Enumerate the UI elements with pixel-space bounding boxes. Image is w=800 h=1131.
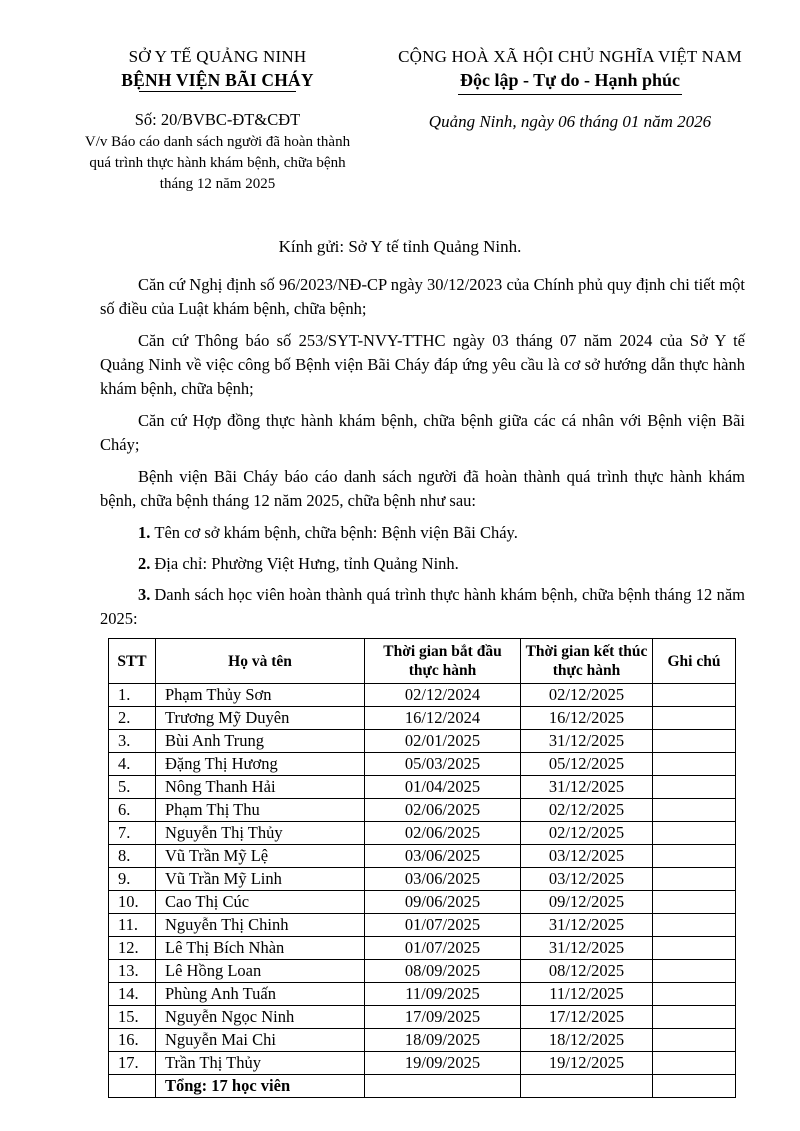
table-row — [109, 799, 736, 822]
total-empty-cell — [109, 1075, 156, 1098]
cell-start-date: 02/06/2025 — [365, 822, 521, 845]
item-number: 1. — [138, 523, 151, 542]
cell-note — [653, 684, 736, 707]
trainee-table — [108, 638, 736, 1098]
cell-start-date: 09/06/2025 — [365, 891, 521, 914]
cell-end-date: 02/12/2025 — [521, 799, 653, 822]
org-name: BỆNH VIỆN BÃI CHÁY — [121, 70, 314, 90]
numbered-item-2 — [100, 552, 745, 576]
numbered-item-1 — [100, 521, 745, 545]
document-subject: V/v Báo cáo danh sách người đã hoàn thành quá trình thực hành khám bệnh, chữa bệnh tháng 12 năm 2025 — [84, 134, 351, 192]
col-header-stt: STT — [109, 639, 156, 684]
cell-end-date: 31/12/2025 — [521, 937, 653, 960]
cell-stt: 8. — [109, 845, 156, 868]
cell-stt: 10. — [109, 891, 156, 914]
cell-name: Đặng Thị Hương — [156, 753, 365, 776]
item-text: Danh sách học viên hoàn thành quá trình thực hành khám bệnh, chữa bệnh tháng 12 năm 2025: — [100, 585, 745, 628]
document-header — [0, 46, 800, 195]
cell-stt: 4. — [109, 753, 156, 776]
cell-note — [653, 960, 736, 983]
national-title: CỘNG HOÀ XÃ HỘI CHỦ NGHĨA VIỆT NAM — [398, 47, 742, 66]
col-header-start-date: Thời gian bắt đầu thực hành — [365, 639, 521, 684]
document-number: Số: 20/BVBC-ĐT&CĐT — [134, 110, 301, 129]
cell-end-date: 31/12/2025 — [521, 914, 653, 937]
table-row — [109, 1052, 736, 1075]
cell-end-date: 31/12/2025 — [521, 776, 653, 799]
cell-stt: 2. — [109, 707, 156, 730]
cell-end-date: 18/12/2025 — [521, 1029, 653, 1052]
cell-end-date: 09/12/2025 — [521, 891, 653, 914]
cell-stt: 5. — [109, 776, 156, 799]
table-row — [109, 960, 736, 983]
trainee-table-wrapper — [0, 638, 800, 1098]
cell-stt: 15. — [109, 1006, 156, 1029]
cell-note — [653, 753, 736, 776]
cell-start-date: 17/09/2025 — [365, 1006, 521, 1029]
cell-name: Vũ Trần Mỹ Linh — [156, 868, 365, 891]
cell-stt: 16. — [109, 1029, 156, 1052]
cell-note — [653, 776, 736, 799]
cell-note — [653, 1006, 736, 1029]
cell-note — [653, 914, 736, 937]
cell-name: Nguyễn Ngọc Ninh — [156, 1006, 365, 1029]
cell-note — [653, 1029, 736, 1052]
cell-note — [653, 707, 736, 730]
cell-stt: 14. — [109, 983, 156, 1006]
table-header-row — [109, 639, 736, 684]
cell-note — [653, 1052, 736, 1075]
item-number: 2. — [138, 554, 151, 573]
cell-name: Lê Thị Bích Nhàn — [156, 937, 365, 960]
table-row — [109, 776, 736, 799]
item-text: Địa chỉ: Phường Việt Hưng, tỉnh Quảng Ninh. — [154, 554, 459, 573]
cell-stt: 12. — [109, 937, 156, 960]
paragraph-report-intro: Bệnh viện Bãi Cháy báo cáo danh sách người đã hoàn thành quá trình thực hành khám bệnh, chữa bệnh tháng 12 năm 2025, chữa bệnh như sau: — [100, 467, 745, 510]
cell-start-date: 02/01/2025 — [365, 730, 521, 753]
cell-note — [653, 868, 736, 891]
cell-stt: 9. — [109, 868, 156, 891]
cell-stt: 11. — [109, 914, 156, 937]
cell-start-date: 16/12/2024 — [365, 707, 521, 730]
cell-end-date: 19/12/2025 — [521, 1052, 653, 1075]
table-row — [109, 822, 736, 845]
cell-name: Bùi Anh Trung — [156, 730, 365, 753]
cell-note — [653, 845, 736, 868]
document-body — [0, 273, 800, 631]
item-text: Tên cơ sở khám bệnh, chữa bệnh: Bệnh viện Bãi Cháy. — [154, 523, 518, 542]
table-body — [109, 684, 736, 1075]
cell-start-date: 02/12/2024 — [365, 684, 521, 707]
cell-stt: 1. — [109, 684, 156, 707]
issuing-org-block — [75, 46, 360, 195]
place-and-date: Quảng Ninh, ngày 06 tháng 01 năm 2026 — [428, 112, 712, 131]
cell-end-date: 05/12/2025 — [521, 753, 653, 776]
table-total-row — [109, 1075, 736, 1098]
table-row — [109, 868, 736, 891]
table-row — [109, 1006, 736, 1029]
cell-start-date: 02/06/2025 — [365, 799, 521, 822]
total-empty-cell — [365, 1075, 521, 1098]
cell-name: Trần Thị Thủy — [156, 1052, 365, 1075]
cell-note — [653, 730, 736, 753]
col-header-end-date: Thời gian kết thúc thực hành — [521, 639, 653, 684]
cell-name: Lê Hồng Loan — [156, 960, 365, 983]
cell-name: Cao Thị Cúc — [156, 891, 365, 914]
cell-note — [653, 891, 736, 914]
table-row — [109, 753, 736, 776]
cell-end-date: 02/12/2025 — [521, 684, 653, 707]
cell-stt: 3. — [109, 730, 156, 753]
cell-start-date: 01/07/2025 — [365, 914, 521, 937]
table-row — [109, 983, 736, 1006]
cell-name: Phạm Thị Thu — [156, 799, 365, 822]
table-row — [109, 914, 736, 937]
cell-start-date: 05/03/2025 — [365, 753, 521, 776]
total-empty-cell — [521, 1075, 653, 1098]
cell-name: Nguyễn Thị Chinh — [156, 914, 365, 937]
table-row — [109, 845, 736, 868]
cell-end-date: 03/12/2025 — [521, 845, 653, 868]
table-row — [109, 937, 736, 960]
org-parent-name: SỞ Y TẾ QUẢNG NINH — [128, 47, 307, 66]
item-number: 3. — [138, 585, 151, 604]
cell-stt: 13. — [109, 960, 156, 983]
paragraph-legal-basis-2: Căn cứ Thông báo số 253/SYT-NVY-TTHC ngày 03 tháng 07 năm 2024 của Sở Y tế Quảng Ninh về việc công bố Bệnh viện Bãi Cháy đáp ứng yêu cầu là cơ sở hướng dẫn thực hành khám bệnh, chữa bệnh; — [100, 331, 745, 398]
cell-note — [653, 799, 736, 822]
total-label: Tổng: 17 học viên — [156, 1075, 365, 1098]
national-motto: Độc lập - Tự do - Hạnh phúc — [458, 68, 682, 95]
total-empty-cell — [653, 1075, 736, 1098]
cell-end-date: 08/12/2025 — [521, 960, 653, 983]
table-row — [109, 684, 736, 707]
cell-name: Phạm Thủy Sơn — [156, 684, 365, 707]
table-row — [109, 891, 736, 914]
table-row — [109, 730, 736, 753]
cell-name: Vũ Trần Mỹ Lệ — [156, 845, 365, 868]
cell-end-date: 16/12/2025 — [521, 707, 653, 730]
cell-name: Trương Mỹ Duyên — [156, 707, 365, 730]
cell-start-date: 18/09/2025 — [365, 1029, 521, 1052]
cell-start-date: 03/06/2025 — [365, 868, 521, 891]
cell-name: Phùng Anh Tuấn — [156, 983, 365, 1006]
cell-name: Nguyễn Thị Thủy — [156, 822, 365, 845]
col-header-note: Ghi chú — [653, 639, 736, 684]
cell-start-date: 01/07/2025 — [365, 937, 521, 960]
cell-end-date: 17/12/2025 — [521, 1006, 653, 1029]
numbered-item-3 — [100, 583, 745, 631]
cell-note — [653, 983, 736, 1006]
table-row — [109, 1029, 736, 1052]
cell-stt: 6. — [109, 799, 156, 822]
cell-start-date: 19/09/2025 — [365, 1052, 521, 1075]
cell-note — [653, 937, 736, 960]
cell-stt: 7. — [109, 822, 156, 845]
cell-start-date: 03/06/2025 — [365, 845, 521, 868]
col-header-name: Họ và tên — [156, 639, 365, 684]
recipient-line: Kính gửi: Sở Y tế tỉnh Quảng Ninh. — [278, 237, 522, 256]
table-row — [109, 707, 736, 730]
cell-start-date: 01/04/2025 — [365, 776, 521, 799]
cell-end-date: 31/12/2025 — [521, 730, 653, 753]
cell-start-date: 08/09/2025 — [365, 960, 521, 983]
cell-end-date: 03/12/2025 — [521, 868, 653, 891]
cell-name: Nông Thanh Hải — [156, 776, 365, 799]
cell-start-date: 11/09/2025 — [365, 983, 521, 1006]
paragraph-legal-basis-1: Căn cứ Nghị định số 96/2023/NĐ-CP ngày 30/12/2023 của Chính phủ quy định chi tiết một số điều của Luật khám bệnh, chữa bệnh; — [100, 275, 745, 318]
paragraph-legal-basis-3: Căn cứ Hợp đồng thực hành khám bệnh, chữa bệnh giữa các cá nhân với Bệnh viện Bãi Cháy; — [100, 411, 745, 454]
national-header-block — [360, 46, 780, 195]
cell-end-date: 02/12/2025 — [521, 822, 653, 845]
cell-note — [653, 822, 736, 845]
cell-stt: 17. — [109, 1052, 156, 1075]
cell-name: Nguyễn Mai Chi — [156, 1029, 365, 1052]
cell-end-date: 11/12/2025 — [521, 983, 653, 1006]
